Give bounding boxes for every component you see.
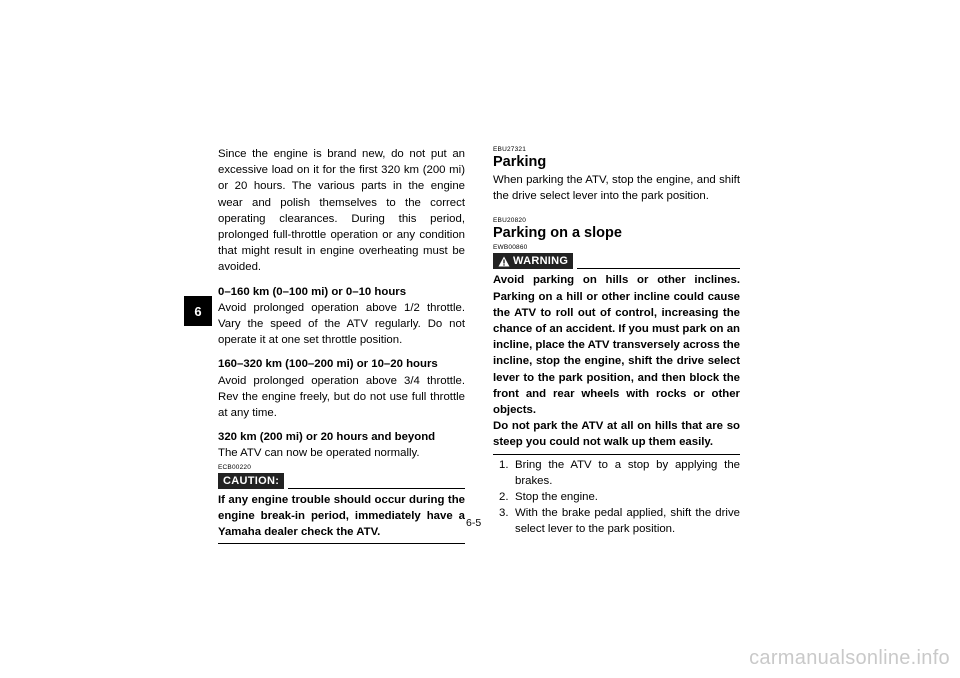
right-column [493,144,740,538]
page-number: 6-5 [466,517,482,529]
stage-1-text: Avoid prolonged operation above 1/2 throttle. Vary the speed of the ATV regularly. Do not operate it at one set throttle position. [218,301,465,347]
warning-label: WARNING [513,255,569,268]
warning-end-rule [493,454,740,455]
slope-code: EBU20820 [493,217,527,225]
break-in-intro: Since the engine is brand new, do not put an excessive load on it for the first 320 km (200 mi) or 20 hours. The various parts in the engine wear and polish themselves to the correct operating clearances. During this period, prolonged full-throttle operation or any condition that might result in engine overheating must be avoided. [218,148,465,274]
parking-steps [493,457,740,538]
list-item: 1. Bring the ATV to a stop by applying the brakes. [499,458,740,487]
warning-label-box [493,253,573,269]
caution-header [218,473,465,489]
warning-text-2: Do not park the ATV at all on hills that are so steep you could not walk up them easily. [493,420,740,449]
chapter-tab: 6 [184,296,212,326]
stage-1-title: 0–160 km (0–100 mi) or 0–10 hours [218,285,407,298]
warning-header [493,253,740,269]
warning-code: EWB00860 [493,244,528,252]
caution-text: If any engine trouble should occur during the engine break-in period, immediately have a Yamaha dealer check the ATV. [218,493,465,539]
left-column [218,146,465,544]
caution-code: ECB00220 [218,463,252,471]
watermark: carmanualsonline.info [749,647,950,669]
warning-text-1: Avoid parking on hills or other inclines. Parking on a hill or other incline could cause the ATV to roll out of control, increasing the chance of an accident. If you must park on an incline, place the ATV transversely across the incline, stop the engine, shift the drive select lever to the park position, and then block the front and rear wheels with rocks or other objects. [493,274,740,417]
caution-rule [288,488,465,489]
list-item: 3. With the brake pedal applied, shift the drive select lever to the park position. [499,507,740,536]
caution-label: CAUTION: [218,473,284,489]
stage-3-title: 320 km (200 mi) or 20 hours and beyond [218,431,436,444]
stage-2-text: Avoid prolonged operation above 3/4 throttle. Rev the engine freely, but do not use full throttle at any time. [218,374,465,420]
list-item: 2. Stop the engine. [499,491,598,504]
warning-triangle-icon [498,256,510,267]
warning-rule [577,268,740,269]
parking-heading: Parking [493,154,547,170]
stage-2-title: 160–320 km (100–200 mi) or 10–20 hours [218,358,438,371]
stage-3-text: The ATV can now be operated normally. [218,447,420,460]
parking-code: EBU27321 [493,146,527,153]
parking-text: When parking the ATV, stop the engine, and shift the drive select lever into the park position. [493,174,740,203]
slope-heading: Parking on a slope [493,225,622,242]
caution-end-rule [218,543,465,544]
